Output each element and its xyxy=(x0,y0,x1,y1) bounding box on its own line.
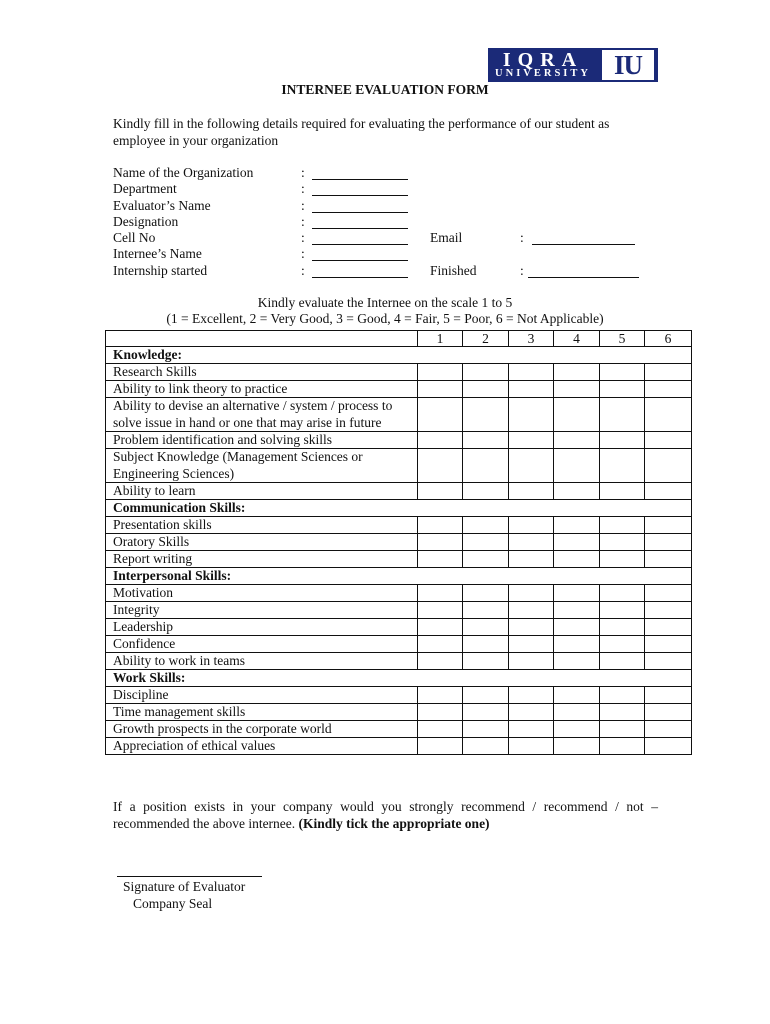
rating-cell[interactable] xyxy=(509,517,554,534)
label-email: Email xyxy=(430,230,463,245)
finished-blank[interactable] xyxy=(528,277,639,278)
organization-blank[interactable] xyxy=(312,179,408,180)
rating-cell[interactable] xyxy=(600,602,645,619)
rating-cell[interactable] xyxy=(418,483,463,500)
rating-cell[interactable] xyxy=(645,398,692,432)
rating-cell[interactable] xyxy=(509,551,554,568)
rating-cell[interactable] xyxy=(600,721,645,738)
scale-instruction: Kindly evaluate the Internee on the scale 1 to 5 xyxy=(257,295,513,310)
rating-cell[interactable] xyxy=(554,602,600,619)
rating-cell[interactable] xyxy=(645,449,692,483)
row-label-teams: Ability to work in teams xyxy=(106,653,418,670)
rating-cell[interactable] xyxy=(418,551,463,568)
rating-cell[interactable] xyxy=(554,619,600,636)
label-cell-no: Cell No xyxy=(113,230,156,245)
rating-cell[interactable] xyxy=(554,432,600,449)
section-row xyxy=(106,670,692,687)
rating-cell[interactable] xyxy=(463,364,509,381)
rating-cell[interactable] xyxy=(418,517,463,534)
department-blank[interactable] xyxy=(312,195,408,196)
table-row xyxy=(106,653,692,670)
rating-cell[interactable] xyxy=(418,449,463,483)
label-department: Department xyxy=(113,181,177,196)
rating-cell[interactable] xyxy=(463,534,509,551)
colon: : xyxy=(301,246,305,261)
table-row xyxy=(106,619,692,636)
rating-cell[interactable] xyxy=(600,364,645,381)
row-label-alternative-line2: solve issue in hand or one that may arise in future xyxy=(113,414,382,430)
evaluator-name-blank[interactable] xyxy=(312,212,408,213)
evaluation-table xyxy=(105,330,692,755)
logo-mark xyxy=(602,50,654,80)
rating-cell[interactable] xyxy=(600,619,645,636)
row-label-alternative-line1: Ability to devise an alternative / system / process to xyxy=(113,398,393,413)
rating-cell[interactable] xyxy=(463,483,509,500)
rating-cell[interactable] xyxy=(418,381,463,398)
section-row xyxy=(106,347,692,364)
rating-cell[interactable] xyxy=(418,432,463,449)
colon: : xyxy=(301,230,305,245)
logo-mark-text: IU xyxy=(613,50,642,80)
rating-cell[interactable] xyxy=(509,381,554,398)
rating-cell[interactable] xyxy=(463,381,509,398)
table-row xyxy=(106,551,692,568)
rating-cell[interactable] xyxy=(418,534,463,551)
section-communication: Communication Skills: xyxy=(106,500,692,517)
rating-cell[interactable] xyxy=(509,636,554,653)
rating-cell[interactable] xyxy=(600,483,645,500)
section-row xyxy=(106,568,692,585)
rating-cell[interactable] xyxy=(600,534,645,551)
rating-cell[interactable] xyxy=(463,517,509,534)
signature-line[interactable] xyxy=(117,876,262,877)
row-label-report: Report writing xyxy=(106,551,418,568)
rating-cell[interactable] xyxy=(418,364,463,381)
rating-cell[interactable] xyxy=(554,738,600,755)
colon: : xyxy=(301,181,305,196)
rating-cell[interactable] xyxy=(418,398,463,432)
label-organization: Name of the Organization xyxy=(113,165,254,180)
rating-cell[interactable] xyxy=(554,517,600,534)
rating-cell[interactable] xyxy=(645,364,692,381)
table-row xyxy=(106,704,692,721)
signature-label: Signature of Evaluator xyxy=(123,879,246,894)
row-label-problem: Problem identification and solving skills xyxy=(106,432,418,449)
rating-cell[interactable] xyxy=(554,653,600,670)
logo-word-university: UNIVERSITY xyxy=(495,68,591,79)
recommendation-question: If a position exists in your company would you strongly recommend / recommend / not – recommended the above internee. xyxy=(113,799,658,831)
rating-cell[interactable] xyxy=(600,551,645,568)
rating-cell[interactable] xyxy=(463,636,509,653)
row-label-presentation: Presentation skills xyxy=(106,517,418,534)
rating-cell[interactable] xyxy=(418,687,463,704)
scale-column-2: 2 xyxy=(463,331,509,347)
table-row xyxy=(106,483,692,500)
scale-column-3: 3 xyxy=(509,331,554,347)
label-evaluator-name: Evaluator’s Name xyxy=(113,198,211,213)
row-label-alternative xyxy=(106,398,418,432)
row-label-time: Time management skills xyxy=(106,704,418,721)
rating-cell[interactable] xyxy=(645,534,692,551)
form-title: INTERNEE EVALUATION FORM xyxy=(281,82,489,97)
rating-cell[interactable] xyxy=(418,602,463,619)
row-label-growth: Growth prospects in the corporate world xyxy=(106,721,418,738)
logo-word-iqra: IQRA xyxy=(502,49,584,71)
rating-cell[interactable] xyxy=(418,585,463,602)
colon: : xyxy=(301,165,305,180)
rating-cell[interactable] xyxy=(509,687,554,704)
rating-cell[interactable] xyxy=(418,619,463,636)
rating-cell[interactable] xyxy=(600,704,645,721)
rating-cell[interactable] xyxy=(600,738,645,755)
rating-cell[interactable] xyxy=(509,602,554,619)
table-row xyxy=(106,534,692,551)
colon: : xyxy=(301,263,305,278)
rating-cell[interactable] xyxy=(645,704,692,721)
internee-name-blank[interactable] xyxy=(312,260,408,261)
colon: : xyxy=(520,230,524,245)
rating-cell[interactable] xyxy=(418,721,463,738)
rating-cell[interactable] xyxy=(645,517,692,534)
email-blank[interactable] xyxy=(532,244,635,245)
rating-cell[interactable] xyxy=(600,653,645,670)
rating-cell[interactable] xyxy=(554,721,600,738)
rating-cell[interactable] xyxy=(645,738,692,755)
header-blank-cell xyxy=(106,331,418,347)
rating-cell[interactable] xyxy=(645,551,692,568)
row-label-ethical: Appreciation of ethical values xyxy=(106,738,418,755)
rating-cell[interactable] xyxy=(509,721,554,738)
rating-cell[interactable] xyxy=(600,636,645,653)
rating-cell[interactable] xyxy=(554,704,600,721)
row-label-link-theory: Ability to link theory to practice xyxy=(106,381,418,398)
rating-cell[interactable] xyxy=(645,653,692,670)
rating-cell[interactable] xyxy=(600,687,645,704)
label-internship-started: Internship started xyxy=(113,263,208,278)
scale-column-6: 6 xyxy=(645,331,692,347)
rating-cell[interactable] xyxy=(509,653,554,670)
row-label-discipline: Discipline xyxy=(106,687,418,704)
section-work: Work Skills: xyxy=(106,670,692,687)
label-internee-name: Internee’s Name xyxy=(113,246,202,261)
label-finished: Finished xyxy=(430,263,477,278)
rating-cell[interactable] xyxy=(463,687,509,704)
rating-cell[interactable] xyxy=(600,585,645,602)
rating-cell[interactable] xyxy=(509,738,554,755)
table-row xyxy=(106,364,692,381)
rating-cell[interactable] xyxy=(418,704,463,721)
recommendation-instruction: (Kindly tick the appropriate one) xyxy=(298,816,490,831)
university-logo xyxy=(488,48,658,82)
rating-cell[interactable] xyxy=(463,738,509,755)
rating-cell[interactable] xyxy=(554,364,600,381)
row-label-subject-line2: Engineering Sciences) xyxy=(113,465,235,481)
rating-cell[interactable] xyxy=(463,585,509,602)
rating-cell[interactable] xyxy=(554,636,600,653)
rating-cell[interactable] xyxy=(463,432,509,449)
rating-cell[interactable] xyxy=(509,619,554,636)
rating-cell[interactable] xyxy=(600,381,645,398)
table-row xyxy=(106,602,692,619)
rating-cell[interactable] xyxy=(645,585,692,602)
rating-cell[interactable] xyxy=(463,653,509,670)
rating-cell[interactable] xyxy=(418,636,463,653)
row-label-research: Research Skills xyxy=(106,364,418,381)
row-label-subject xyxy=(106,449,418,483)
rating-cell[interactable] xyxy=(463,602,509,619)
rating-cell[interactable] xyxy=(645,721,692,738)
rating-cell[interactable] xyxy=(645,483,692,500)
rating-cell[interactable] xyxy=(554,483,600,500)
rating-cell[interactable] xyxy=(463,619,509,636)
company-seal-label: Company Seal xyxy=(133,896,213,911)
row-label-integrity: Integrity xyxy=(106,602,418,619)
rating-cell[interactable] xyxy=(509,398,554,432)
rating-cell[interactable] xyxy=(509,534,554,551)
rating-cell[interactable] xyxy=(509,704,554,721)
rating-cell[interactable] xyxy=(645,687,692,704)
rating-cell[interactable] xyxy=(463,721,509,738)
table-row xyxy=(106,687,692,704)
rating-cell[interactable] xyxy=(600,432,645,449)
rating-cell[interactable] xyxy=(418,653,463,670)
table-row xyxy=(106,432,692,449)
table-row xyxy=(106,381,692,398)
rating-cell[interactable] xyxy=(600,517,645,534)
rating-cell[interactable] xyxy=(509,432,554,449)
colon: : xyxy=(520,263,524,278)
rating-cell[interactable] xyxy=(554,585,600,602)
rating-cell[interactable] xyxy=(645,432,692,449)
rating-cell[interactable] xyxy=(554,534,600,551)
rating-cell[interactable] xyxy=(645,602,692,619)
table-row xyxy=(106,449,692,483)
scale-legend: (1 = Excellent, 2 = Very Good, 3 = Good, 4 = Fair, 5 = Poor, 6 = Not Applicable) xyxy=(166,311,604,326)
row-label-confidence: Confidence xyxy=(106,636,418,653)
rating-cell[interactable] xyxy=(463,704,509,721)
section-knowledge: Knowledge: xyxy=(106,347,692,364)
internship-started-blank[interactable] xyxy=(312,277,408,278)
colon: : xyxy=(301,214,305,229)
rating-cell[interactable] xyxy=(645,636,692,653)
label-designation: Designation xyxy=(113,214,179,229)
table-row xyxy=(106,721,692,738)
row-label-motivation: Motivation xyxy=(106,585,418,602)
rating-cell[interactable] xyxy=(509,483,554,500)
table-row xyxy=(106,517,692,534)
scale-column-5: 5 xyxy=(600,331,645,347)
recommendation-text xyxy=(113,798,658,832)
rating-cell[interactable] xyxy=(509,449,554,483)
row-label-subject-line1: Subject Knowledge (Management Sciences or xyxy=(113,449,363,464)
table-row xyxy=(106,738,692,755)
rating-cell[interactable] xyxy=(463,551,509,568)
intro-text: Kindly fill in the following details required for evaluating the performance of our student as employee in your organization xyxy=(113,116,610,148)
row-label-learn: Ability to learn xyxy=(106,483,418,500)
designation-blank[interactable] xyxy=(312,228,408,229)
rating-cell[interactable] xyxy=(600,449,645,483)
cell-no-blank[interactable] xyxy=(312,244,408,245)
rating-cell[interactable] xyxy=(645,381,692,398)
section-interpersonal: Interpersonal Skills: xyxy=(106,568,692,585)
rating-cell[interactable] xyxy=(463,398,509,432)
scale-column-1: 1 xyxy=(418,331,463,347)
table-row xyxy=(106,585,692,602)
rating-cell[interactable] xyxy=(554,687,600,704)
rating-cell[interactable] xyxy=(554,551,600,568)
rating-cell[interactable] xyxy=(509,585,554,602)
scale-column-4: 4 xyxy=(554,331,600,347)
rating-cell[interactable] xyxy=(554,398,600,432)
row-label-oratory: Oratory Skills xyxy=(106,534,418,551)
rating-cell[interactable] xyxy=(554,381,600,398)
table-row xyxy=(106,398,692,432)
rating-cell[interactable] xyxy=(554,449,600,483)
rating-cell[interactable] xyxy=(509,364,554,381)
colon: : xyxy=(301,198,305,213)
table-header-row xyxy=(106,331,692,347)
section-row xyxy=(106,500,692,517)
row-label-leadership: Leadership xyxy=(106,619,418,636)
table-row xyxy=(106,636,692,653)
rating-cell[interactable] xyxy=(645,619,692,636)
rating-cell[interactable] xyxy=(600,398,645,432)
rating-cell[interactable] xyxy=(463,449,509,483)
rating-cell[interactable] xyxy=(418,738,463,755)
